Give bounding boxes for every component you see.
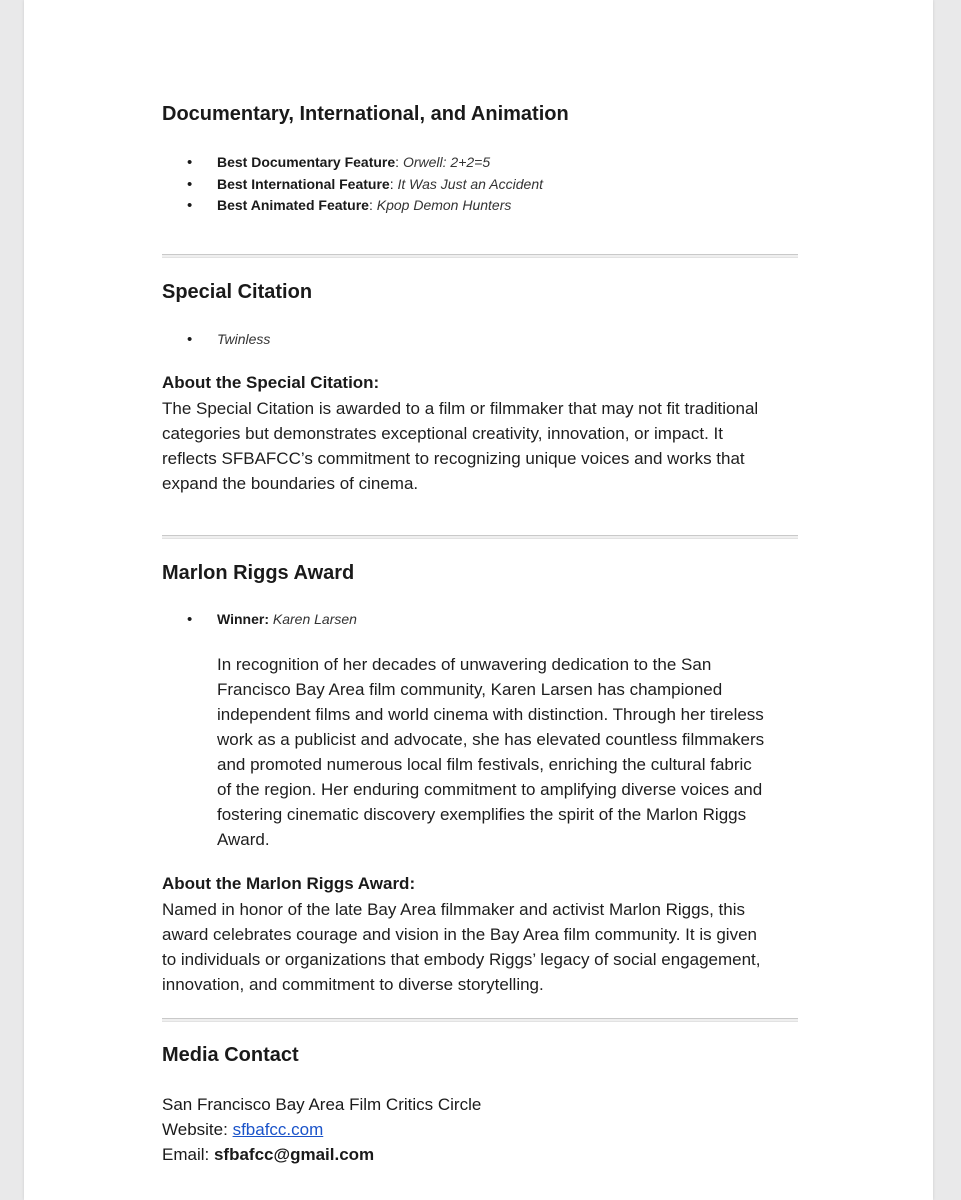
text-line: fostering cinematic discovery exemplifies the spirit of the Marlon Riggs [217,805,747,824]
text-line: The Special Citation is awarded to a film or filmmaker that may not fit traditional [162,399,759,418]
section-divider [162,254,798,258]
award-value: It Was Just an Accident [397,175,543,192]
award-sep: : [368,197,377,213]
award-list-marlon-riggs [162,609,798,631]
website-link[interactable]: sfbafcc.com [232,1120,324,1139]
winner-label: Winner: [217,611,269,627]
award-list-special-citation [162,329,798,351]
award-value: Orwell: 2+2=5 [402,154,491,170]
document-page [24,0,933,1200]
section-heading-marlon-riggs: Marlon Riggs Award [162,562,355,584]
text-line: In recognition of her decades of unwavering dedication to the San [217,655,712,674]
winner-name: Karen Larsen [272,611,357,627]
text-line: innovation, and commitment to diverse storytelling. [162,975,544,994]
award-value: Kpop Demon Hunters [376,197,512,213]
about-special-citation-text [162,396,802,496]
about-special-citation-title: About the Special Citation: [162,373,380,392]
text-line: reflects SFBAFCC’s commitment to recognizing unique voices and works that [162,449,745,468]
list-item [162,195,798,217]
award-label: Best International Feature [217,175,390,192]
award-label: Best Animated Feature [217,197,369,213]
list-item [162,174,798,196]
section-heading-media-contact: Media Contact [162,1044,299,1066]
email-label: Email: [162,1145,214,1164]
text-line: Francisco Bay Area film community, Karen Larsen has championed [217,680,723,699]
section-divider [162,1018,798,1022]
section-divider [162,535,798,539]
award-value: Twinless [217,331,271,347]
email-value: sfbafcc@gmail.com [213,1145,375,1164]
contact-email [162,1142,374,1167]
text-line: Award. [217,830,270,849]
section-heading-doc-intl-anim: Documentary, International, and Animation [162,103,569,125]
text-line: expand the boundaries of cinema. [162,474,419,493]
text-line: award celebrates courage and vision in the Bay Area film community. It is given [162,925,757,944]
text-line: of the region. Her enduring commitment to amplifying diverse voices and [217,780,763,799]
about-marlon-riggs-title: About the Marlon Riggs Award: [162,874,416,893]
list-item [162,329,798,351]
text-line: to individuals or organizations that embody Riggs’ legacy of social engagement, [162,950,761,969]
list-item [162,152,798,174]
award-list-doc-intl-anim [162,152,798,217]
list-item [162,609,798,631]
text-line: independent films and world cinema with distinction. Through her tireless [217,705,764,724]
text-line: work as a publicist and advocate, she has elevated countless filmmakers [217,730,765,749]
text-line: categories but demonstrates exceptional creativity, innovation, or impact. It [162,424,723,443]
award-sep: : [389,175,398,192]
marlon-riggs-citation [217,652,807,852]
text-line: and promoted numerous local film festivals, enriching the cultural fabric [217,755,752,774]
contact-website [162,1117,323,1142]
award-sep: : [395,154,403,170]
about-marlon-riggs-text [162,897,802,997]
award-label: Best Documentary Feature [217,154,396,170]
contact-org: San Francisco Bay Area Film Critics Circle [162,1095,482,1114]
website-label: Website: [162,1120,233,1139]
section-heading-special-citation: Special Citation [162,281,313,303]
text-line: Named in honor of the late Bay Area filmmaker and activist Marlon Riggs, this [162,900,745,919]
